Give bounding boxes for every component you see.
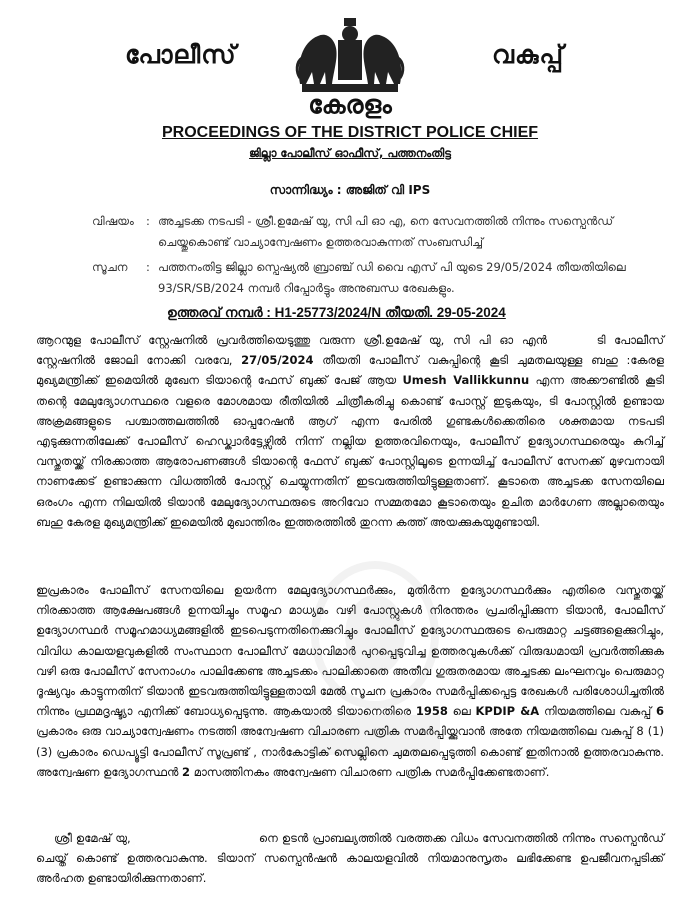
facebook-account-name: Umesh Vallikkunnu (402, 373, 530, 388)
para2-text-1: ഇപ്രകാരം പോലീസ് സേനയിലെ ഉയർന്ന മേലുദ്യോഗസ്ഥർക്കും, മുതിർന്ന ഉദ്യോഗസ്ഥർക്കും എതിരെ വസ്തുതയ്ക്ക് നിരക്കാത്ത ആക്ഷേപങ്ങൾ ഉന്നയിച്ചും സമൂഹ മാധ്യമം വഴി പോസ്റ്റുകൾ നിരന്തരം പ്രചരിപ്പിക്കുന്ന ടിയാൻ, പോലീസ് ഉദ്യോഗസ്ഥർ സമൂഹമാധ്യമങ്ങളിൽ ഇടപെടുന്നതിനെക്കുറിച്ചും പോലീസ് ഉദ്യോഗസ്ഥരുടെ പെരുമാറ്റ ചട്ടങ്ങളെക്കുറിച്ചും, വിവിധ കാലയളവുകളിൽ സംസ്ഥാന പോലീസ് മേധാവിമാർ പുറപ്പെടുവിച്ച ഉത്തരവുകൾക്ക് വിരുദ്ധമായി പ്രവർത്തിക്കുക വഴി ഒരു പോലീസ് സേനാംഗം പാലിക്കേണ്ട അച്ചടക്കം പാലിക്കാതെ അതീവ ഗുരുതരമായ അച്ചടക്ക ലംഘനവും പെരുമാറ്റ ദൂഷ്യവും കാട്ടുന്നതിന് ടിയാൻ ഇടവരുത്തിയിട്ടുള്ളതായി മേൽ സൂചന പ്രകാരം സമർപ്പിക്കപ്പെട്ട രേഖകൾ പരിശോധിച്ചതിൽ നിന്നും പ്രഥമദൃഷ്ട്യാ എനിക്ക് ബോധ്യപ്പെടുന്നു. ആകയാൽ ടിയാനെതിരെ (36, 583, 664, 719)
subject-text: അച്ചടക്ക നടപടി - ശ്രീ.ഉമേഷ് യു, സി പി ഓ എ, നെ സേവനത്തിൽ നിന്നും സസ്പെൻഡ് ചെയ്തുകൊണ്ട് വാച്യാന്വേഷണം ഉത്തരവാകുന്നത് സംബന്ധിച്ച് (158, 214, 614, 249)
subject-label: വിഷയം (92, 214, 134, 228)
kerala-state-emblem-icon (292, 14, 408, 98)
paragraph-2 (36, 580, 664, 782)
incident-date: 27/05/2024 (241, 353, 314, 368)
para1-text-4: എന്ന അക്കൗണ്ടിൽ കൂടി തന്റെ മേലുദ്യോഗസ്ഥരെ വളരെ മോശമായ രീതിയിൽ ചിത്രീകരിച്ചു കൊണ്ട് പോസ്റ്റ് ഇടുകയും, ടി പോസ്റ്റിൽ ഉണ്ടായ അക്രമങ്ങളുടെ പശ്ചാത്തലത്തിൽ ഓപ്പറേഷൻ ആഗ് എന്ന പേരിൽ ഗുണ്ടകൾക്കെതിരെ ശക്തമായ നടപടി എടുക്കുന്നതിലേക്ക് പോലീസ് ഹെഡ്ക്വാർട്ടേഴ്സിൽ നിന്ന് നല്ലിയ ഉത്തരവിനെയും, പോലീസ് ഉദ്യോഗസ്ഥരെയും കുറിച്ച് വസ്തുതയ്ക്ക് നിരക്കാത്ത ആരോപണങ്ങൾ ടിയാന്റെ ഫേസ് ബുക്ക് പോസ്റ്റിലൂടെ ഉന്നയിച്ച് പോലീസ് സേനക്ക് മുഴവനായി നാണക്കേട് ഉണ്ടാക്കുന്ന വിധത്തിൽ പോസ്റ്റ് ചെയ്യുന്നതിന് ഇടവരുത്തിയിട്ടുള്ളതാണ്. കൂടാതെ അച്ചടക്ക സേനയിലെ ഒരംഗം എന്ന നിലയിൽ ടിയാൻ മേലുദ്യോഗസ്ഥരുടെ അറിവോ സമ്മതമോ കൂടാതെയും ഉചിത മാർഗേണ അല്ലാതെയും ബഹു കേരള മുഖ്യമന്ത്രിക്ക് ഇമെയിൽ മുഖാന്തിരം ഇത്തരത്തിൽ തുറന്ന കത്ത് അയക്കുകയുമുണ്ടായി. (36, 373, 664, 529)
redaction (547, 330, 588, 350)
para2-text-3: പ്രകാരം ഒരു വാച്യാന്വേഷണം നടത്തി അന്വേഷണ വിചാരണ പത്രിക സമർപ്പിയ്ക്കുവാൻ അതേ നിയമത്തിലെ വകുപ്പ് 8 (1) (3) പ്രകാരം ഡെപ്യൂട്ടി പോലീസ് സൂപ്രണ്ട് , നാർകോട്ടിക് സെല്ലിനെ ചുമതലപ്പെടുത്തി കൊണ്ട് ഇതിനാൽ ഉത്തരവാകുന്നു. അന്വേഷണ ഉദ്യോഗസ്ഥൻ (36, 724, 664, 779)
reference-text: പത്തനംതിട്ട ജില്ലാ സ്പെഷ്യൽ ബ്രാഞ്ച് ഡി വൈ എസ് പി യുടെ 29/05/2024 തീയതിയിലെ 93/SR/SB/2024 നമ്പർ റിപ്പോർട്ടും അനുബന്ധ രേഖകളും. (158, 260, 626, 295)
department-title-left: പോലീസ് (125, 40, 237, 69)
paragraph-3 (36, 828, 664, 889)
para1-text-2: ടി പോലീസ് സ്റ്റേഷനിൽ ജോലി നോക്കി വരവേ, (36, 333, 665, 368)
para1-text-1: ആറന്മുള പോലീസ് സ്റ്റേഷനിൽ പ്രവർത്തിയെടുത്തു വരുന്ന ശ്രീ.ഉമേഷ് യു, സി പി ഓ എൻ (36, 333, 548, 347)
reference-colon: : (146, 260, 150, 274)
reference-label: സൂചന (92, 260, 128, 274)
para3-text-1: ശ്രീ ഉമേഷ് യു, (54, 831, 131, 845)
paragraph-1 (36, 330, 664, 532)
section-number: 6 (655, 704, 664, 719)
presence-line: സാന്നിദ്ധ്യം : അജിത് വി IPS (269, 183, 431, 197)
months-count: 2 (182, 764, 191, 779)
redaction (135, 828, 255, 848)
proceedings-title: PROCEEDINGS OF THE DISTRICT POLICE CHIEF (161, 124, 539, 141)
order-number: ഉത്തരവ് നമ്പർ : H1-25773/2024/N തീയതി. 29-05-2024 (167, 305, 506, 320)
office-line: ജില്ലാ പോലീസ് ഓഫീസ്, പത്തനംതിട്ട (249, 146, 451, 160)
act-name: KPDIP &A (475, 704, 540, 719)
subject-colon: : (146, 214, 150, 228)
para1-text-3: തീയതി പോലീസ് വകുപ്പിന്റെ കൂടി ചുമതലയുള്ള ബഹു :കേരള മുഖ്യമന്ത്രിക്ക് ഇമെയിൽ മുഖേന ടിയാന്റെ ഫേസ് ബുക്ക് പേജ് ആയ (36, 353, 665, 388)
para3-text-2: നെ ഉടൻ പ്രാബല്യത്തിൽ വരത്തക്ക വിധം സേവനത്തിൽ നിന്നും സസ്പെൻഡ് ചെയ്ത് കൊണ്ട് ഉത്തരവാകുന്നു. ടിയാന് സസ്പെൻഷൻ കാലയളവിൽ നിയമാനുസൃതം ലഭിക്കേണ്ട ഉപജീവനപ്പടിക്ക് അർഹത ഉണ്ടായിരിക്കുന്നതാണ്. (36, 831, 665, 886)
para2-text-mid: ലെ (452, 704, 471, 719)
act-year: 1958 (415, 704, 448, 719)
state-name: കേരളം (308, 90, 392, 119)
para2-text-4: മാസത്തിനകം അന്വേഷണ വിചാരണ പത്രിക സമർപ്പിക്കേണ്ടതാണ്. (193, 764, 550, 779)
para2-text-2: നിയമത്തിലെ വകുപ്പ് (543, 704, 652, 719)
department-title-right: വകുപ്പ് (492, 40, 565, 69)
